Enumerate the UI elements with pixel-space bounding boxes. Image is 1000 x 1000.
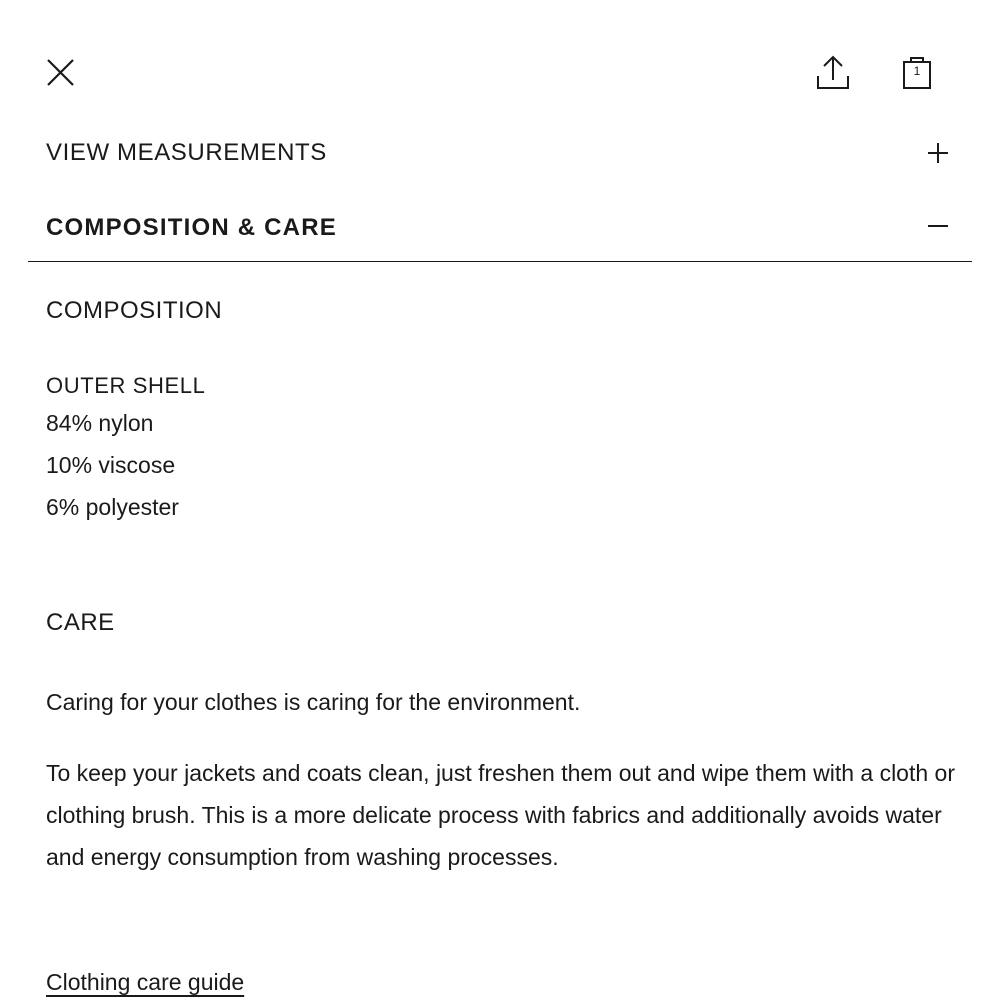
shopping-bag-button[interactable] <box>896 52 938 94</box>
composition-care-label: COMPOSITION & CARE <box>46 214 337 241</box>
clothing-care-guide-link[interactable]: Clothing care guide <box>46 969 245 995</box>
bag-count-badge: 1 <box>913 64 921 78</box>
material-list <box>46 370 646 528</box>
view-measurements-label: VIEW MEASUREMENTS <box>46 139 327 166</box>
close-icon <box>40 52 82 94</box>
outer-shell-title: OUTER SHELL <box>46 373 206 398</box>
close-button[interactable] <box>40 52 82 94</box>
share-icon <box>812 52 854 94</box>
material-item: 10% viscose <box>46 452 176 478</box>
composition-heading: COMPOSITION <box>46 297 223 324</box>
material-item: 84% nylon <box>46 410 154 436</box>
share-button[interactable] <box>812 52 854 94</box>
minus-icon <box>924 214 952 242</box>
care-heading: CARE <box>46 609 115 636</box>
care-intro-text: Caring for your clothes is caring for the environment. <box>46 689 581 715</box>
view-measurements-toggle[interactable] <box>46 133 952 173</box>
material-item: 6% polyester <box>46 494 179 520</box>
composition-care-toggle[interactable] <box>46 208 952 248</box>
section-divider <box>28 261 972 262</box>
plus-icon <box>924 139 952 167</box>
care-body-text: To keep your jackets and coats clean, just freshen them out and wipe them with a cloth or clothing brush. This is a more delicate process with fabrics and additionally avoids water and energy consumption from washing processes. <box>46 760 955 870</box>
